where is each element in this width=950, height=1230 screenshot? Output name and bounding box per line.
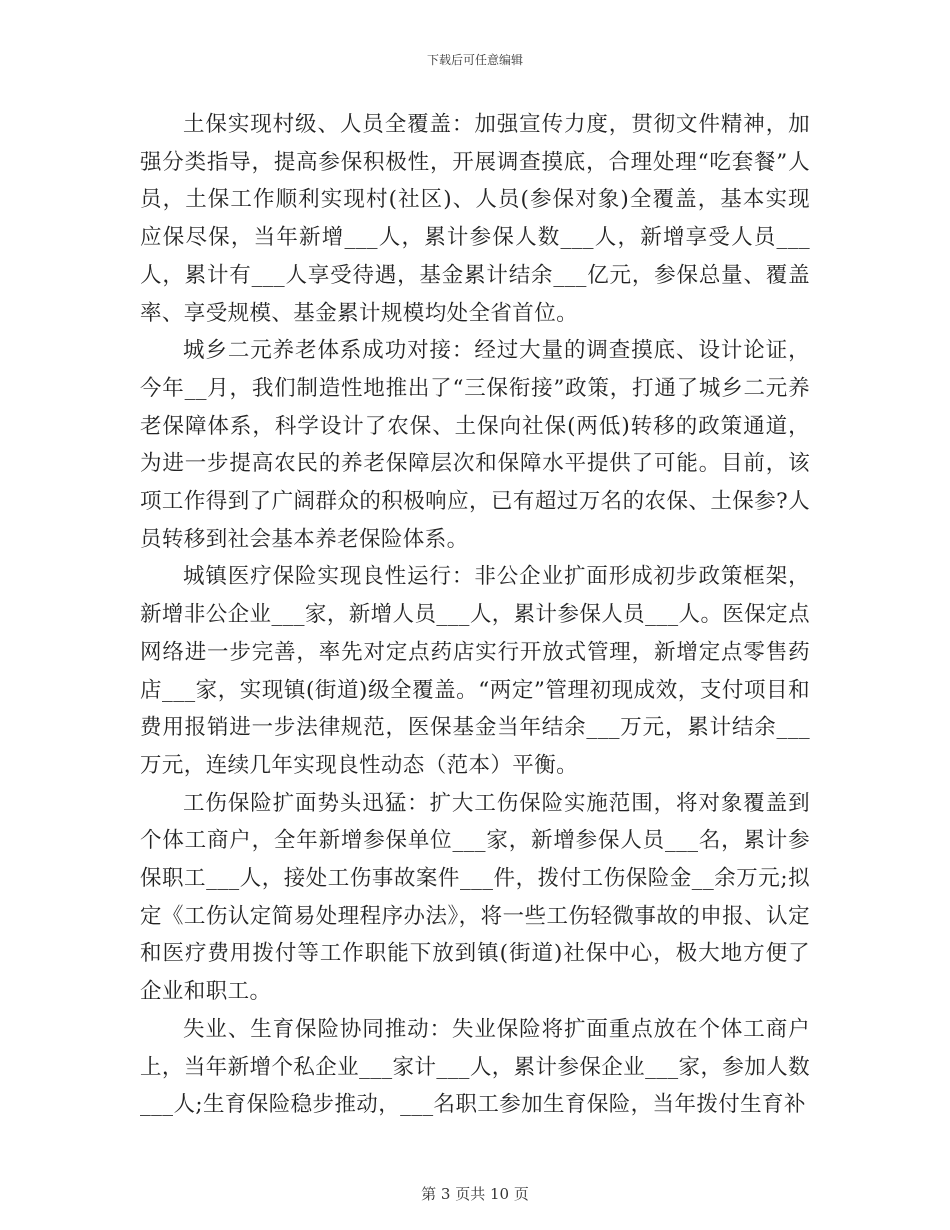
paragraph-medical-insurance: 城镇医疗保险实现良性运行：非公企业扩面形成初步政策框架，新增非公企业___家，新增人员___人，累计参保人员___人。医保定点网络进一步完善，率先对定点药店实行开放式管理，新增定点零售药店___家，实现镇(街道)级全覆盖。“两定”管理初现成效，支付项目和费用报销进一步法律规范，医保基金当年结余___万元，累计结余___万元，连续几年实现良性动态（范本）平衡。 [140,564,810,778]
paragraph-land-insurance: 土保实现村级、人员全覆盖：加强宣传力度，贯彻文件精神，加强分类指导，提高参保积极性，开展调查摸底，合理处理“吃套餐”人员，土保工作顺利实现村(社区)、人员(参保对象)全覆盖，基本实现应保尽保，当年新增___人，累计参保人数___人，新增享受人员___人，累计有___人享受待遇，基金累计结余___亿元，参保总量、覆盖率、享受规模、基金累计规模均处全省首位。 [140,112,810,326]
page-footer: 第 3 页共 10 页 [421,1185,529,1203]
paragraph-unemployment-maternity: 失业、生育保险协同推动：失业保险将扩面重点放在个体工商户上，当年新增个私企业___家计___人，累计参保企业___家，参加人数___人;生育保险稳步推动，___名职工参加生育保险，当年拨付生育补 [140,1016,810,1118]
paragraph-work-injury-insurance: 工伤保险扩面势头迅猛：扩大工伤保险实施范围，将对象覆盖到个体工商户，全年新增参保单位___家，新增参保人员___名，累计参保职工___人，接处工伤事故案件___件，拨付工伤保险金__余万元;拟定《工伤认定简易处理程序办法》，将一些工伤轻微事故的申报、认定和医疗费用拨付等工作职能下放到镇(街道)社保中心，极大地方便了企业和职工。 [140,790,810,1005]
paragraph-urban-rural-pension: 城乡二元养老体系成功对接：经过大量的调查摸底、设计论证，今年__月，我们制造性地推出了“三保衔接”政策，打通了城乡二元养老保障体系，科学设计了农保、土保向社保(两低)转移的政策通道，为进一步提高农民的养老保障层次和保障水平提供了可能。目前，该项工作得到了广阔群众的积极响应，已有超过万名的农保、土保参?人员转移到社会基本养老保险体系。 [140,338,810,552]
page-header: 下载后可任意编辑 [426,53,523,67]
document-body [140,106,810,1124]
